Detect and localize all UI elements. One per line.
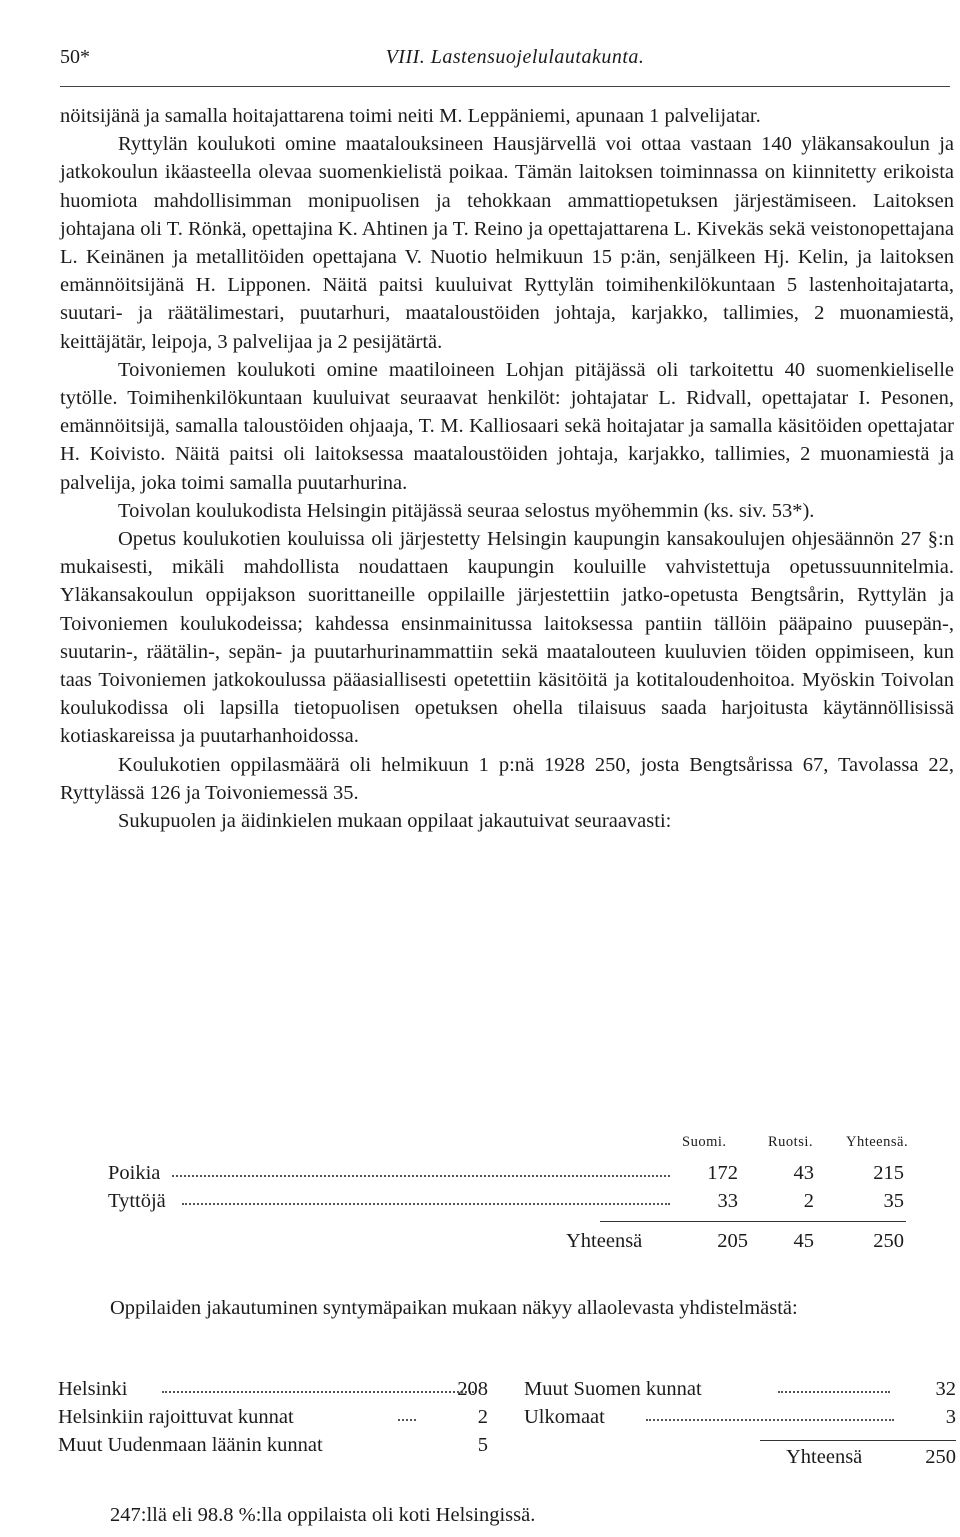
- total-value: 250: [925, 1446, 956, 1468]
- column-header-finnish: Suomi.: [682, 1134, 727, 1150]
- header-rule: [60, 86, 950, 87]
- row-value: 2: [477, 1406, 488, 1428]
- row-label: Muut Uudenmaan läänin kunnat: [58, 1434, 323, 1456]
- column-header-swedish: Ruotsi.: [768, 1134, 813, 1150]
- row-label: Muut Suomen kunnat: [524, 1378, 702, 1400]
- paragraph: Opetus koulukotien kouluissa oli järjestetty Helsingin kaupungin kansakoulujen ohjesäännön 27 §:n mukaisesti, mikäli mahdollista noudattaen kaupungin kouluille vahvistettuja opetussuunnitelmia. Yläkansakoulun oppijakson suorittaneille oppilaille järjestettiin jatko-opetusta Bengtsårin, Ryttylän ja Toivoniemen koulukodeissa; kahdessa ensinmainitussa laitoksessa pantiin tällöin pääpaino puusepän-, suutarin-, räätälin-, sepän- ja puutarhurinammattiin sekä maatalouteen kuuluvien töiden oppimiseen, kun taas Toivoniemen jatkokoulussa pääasiallisesti opetettiin käsitöitä ja kotitaloudenhoitoa. Myöskin Toivolan koulukodissa oli lapsilla tietopuolisen opetuksen ohella tilaisuus saada harjoitusta käytännöllisissä kotiaskareissa ja puutarhanhoidossa.: [60, 528, 954, 748]
- table-total-row: [524, 1446, 960, 1474]
- total-swedish: 45: [793, 1230, 814, 1252]
- table-row: [60, 1190, 940, 1218]
- row-value: 32: [935, 1378, 956, 1400]
- paragraph: Sukupuolen ja äidinkielen mukaan oppilaat jakautuivat seuraavasti:: [118, 810, 672, 833]
- leader-dots: [172, 1175, 670, 1177]
- paragraph: Toivolan koulukodista Helsingin pitäjässä seuraa selostus myöhemmin (ks. siv. 53*).: [118, 499, 815, 522]
- total-total: 250: [873, 1230, 904, 1252]
- body-text: [60, 102, 954, 835]
- footer-note: 247:llä eli 98.8 %:lla oppilaista oli koti Helsingissä.: [110, 1504, 536, 1526]
- table-row: [524, 1378, 960, 1406]
- leader-dots: [398, 1419, 416, 1421]
- sum-rule: [600, 1221, 906, 1222]
- row-label: Ulkomaat: [524, 1406, 605, 1428]
- paragraph: nöitsijänä ja samalla hoitajattarena toimi neiti M. Leppäniemi, apunaan 1 palvelijatar.: [60, 105, 761, 127]
- table-row: [58, 1406, 498, 1434]
- leader-dots: [646, 1419, 894, 1421]
- row-value: 208: [457, 1378, 488, 1400]
- value-finnish: 33: [717, 1190, 738, 1212]
- table-row: [58, 1434, 498, 1462]
- row-value: 5: [477, 1434, 488, 1456]
- value-swedish: 43: [793, 1162, 814, 1184]
- row-label: Tyttöjä: [108, 1190, 166, 1212]
- paragraph: Ryttylän koulukoti omine maatalouksineen Hausjärvellä voi ottaa vastaan 140 yläkansakoulun ja jatkokoulun ikäasteella olevaa suomenkielistä poikaa. Tämän laitoksen toiminnassa on kiinnitetty erikoista huomiota mahdollisimman monipuolisen ja tehokkaan ammattiopetuksen järjestämiseen. Laitoksen johtajana oli T. Rönkä, opettajina K. Ahtinen ja T. Reino ja opettajattarena L. Kivekäs sekä veistonopettajana L. Keinänen ja metallitöiden opettajana V. Nuotio helmikuun 15 p:än, senjälkeen Hj. Kelin, ja laitoksen emännöitsijänä H. Lipponen. Näitä paitsi kuuluivat Ryttylän toimihenkilökuntaan 5 lastenhoitajatarta, suutari- ja räätälimestari, puutarhuri, maataloustöiden johtaja, karjakko, tallimies, 2 muonamiestä, keittäjätär, leipoja, 3 palvelijaa ja 2 pesijätärtä.: [60, 133, 954, 353]
- page-number: 50*: [60, 46, 90, 68]
- total-finnish: 205: [717, 1230, 748, 1252]
- table-row: [58, 1378, 498, 1406]
- column-header-total: Yhteensä.: [846, 1134, 909, 1150]
- value-finnish: 172: [707, 1162, 738, 1184]
- page-header: [60, 46, 960, 80]
- paragraph: Koulukotien oppilasmäärä oli helmikuun 1 p:nä 1928 250, josta Bengtsårissa 67, Tavolassa 22, Ryttylässä 126 ja Toivoniemessä 35.: [60, 753, 954, 804]
- total-label: Yhteensä: [566, 1230, 643, 1252]
- row-label: Helsinkiin rajoittuvat kunnat: [58, 1406, 294, 1428]
- leader-dots: [162, 1391, 474, 1393]
- row-label: Poikia: [108, 1162, 161, 1184]
- row-value: 3: [945, 1406, 956, 1428]
- table-row: [524, 1406, 960, 1434]
- birthplace-intro: [60, 1294, 954, 1322]
- value-total: 215: [873, 1162, 904, 1184]
- table-total-row: [60, 1230, 940, 1258]
- value-swedish: 2: [803, 1190, 814, 1212]
- sum-rule: [760, 1440, 956, 1441]
- row-label: Helsinki: [58, 1378, 128, 1400]
- value-total: 35: [883, 1190, 904, 1212]
- table-row: [60, 1162, 940, 1190]
- paragraph: Oppilaiden jakautuminen syntymäpaikan mukaan näkyy allaolevasta yhdistelmästä:: [110, 1297, 798, 1319]
- running-head: VIII. Lastensuojelulautakunta.: [385, 46, 645, 68]
- leader-dots: [182, 1203, 670, 1205]
- paragraph: Toivoniemen koulukoti omine maatiloineen Lohjan pitäjässä oli tarkoitettu 40 suomenkieliselle tytölle. Toimihenkilökuntaan kuuluivat seuraavat henkilöt: johtajatar L. Ridvall, opettajatar I. Pesonen, emännöitsijä, samalla taloustöiden ohjaaja, T. M. Kalliosaari sekä hoitajatar ja samalla käsitöiden opettajatar H. Koivisto. Näitä paitsi oli laitoksessa maataloustöiden johtaja, karjakko, tallimies, 2 muonamiestä ja palvelija, joka toimi samalla puutarhurina.: [60, 358, 954, 494]
- leader-dots: [778, 1391, 890, 1393]
- total-label: Yhteensä: [786, 1446, 863, 1468]
